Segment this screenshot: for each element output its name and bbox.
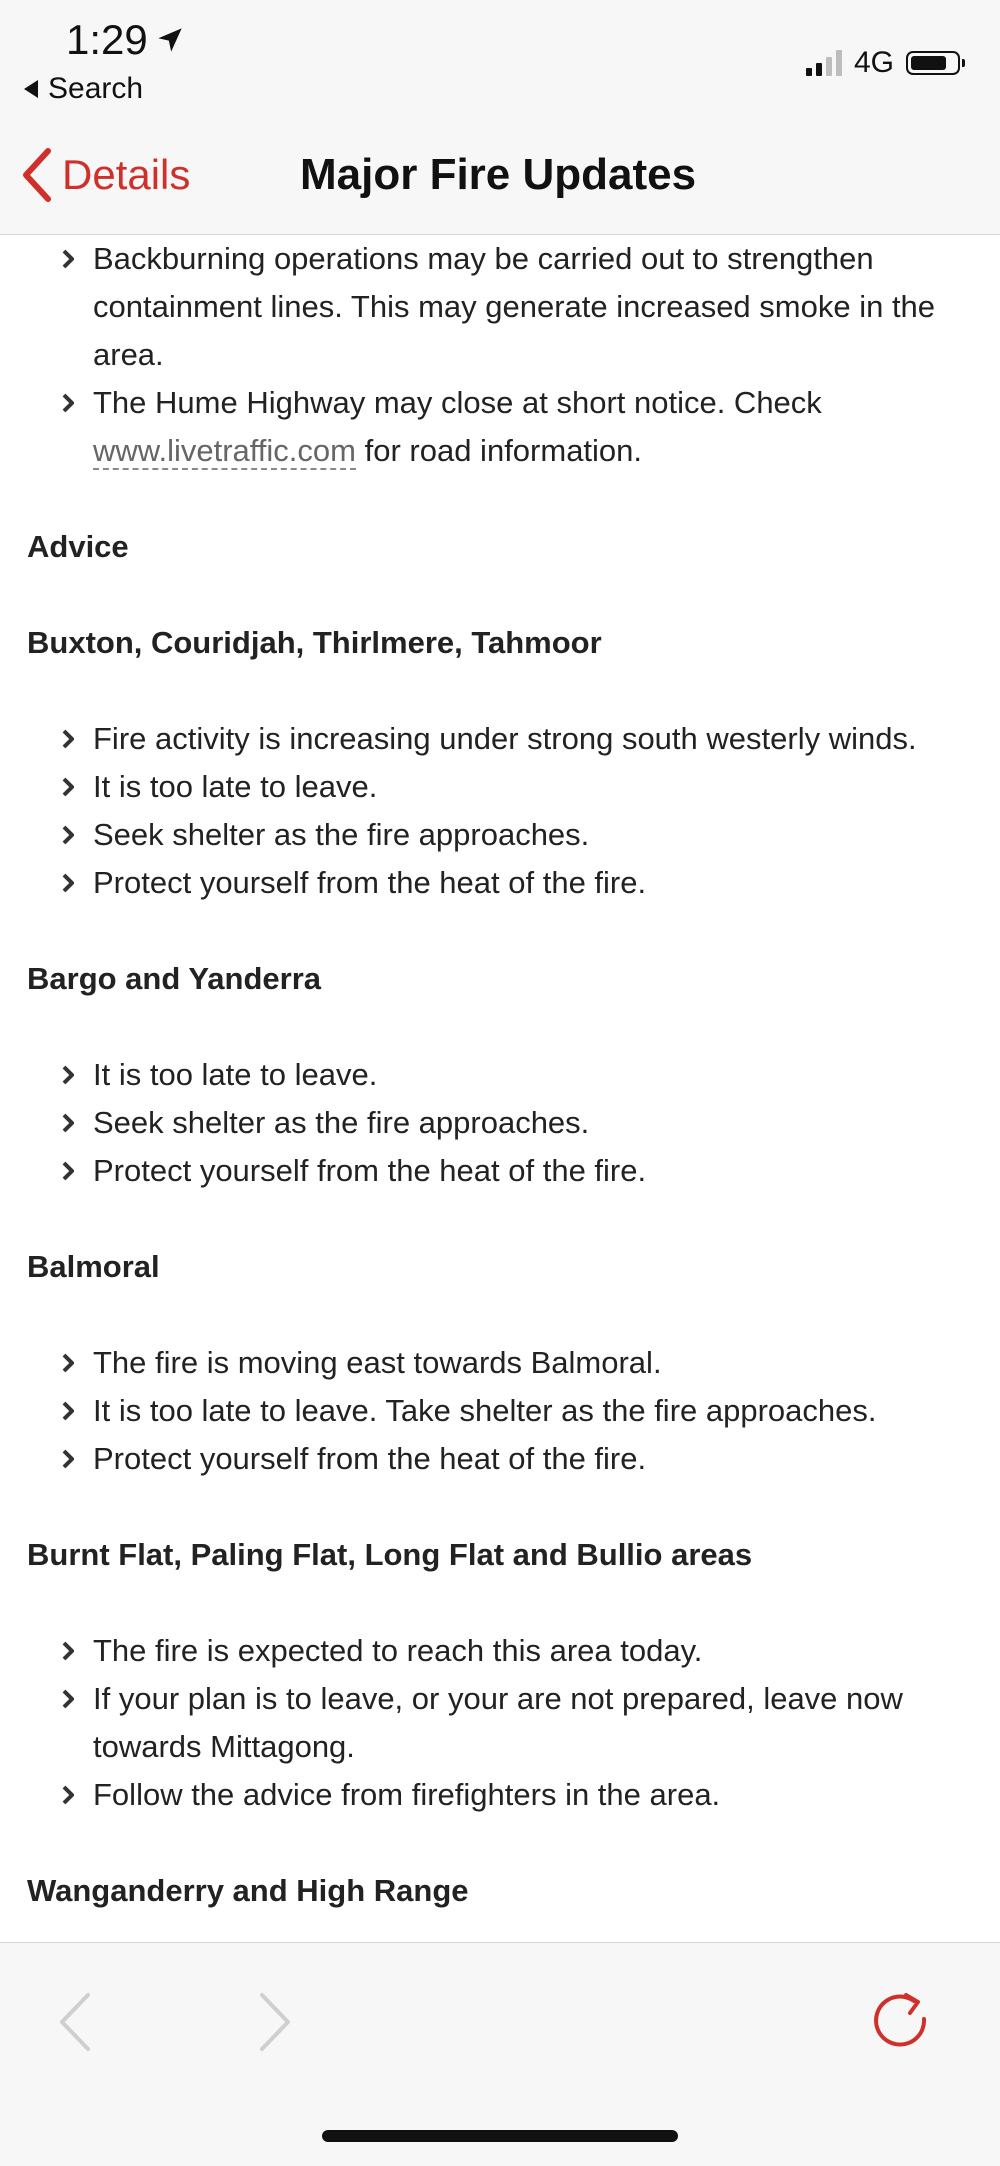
chevron-right-icon <box>62 1353 74 1373</box>
network-type: 4G <box>853 46 894 79</box>
list-item-text: Protect yourself from the heat of the fire. <box>93 1441 647 1476</box>
status-bar <box>0 0 1000 110</box>
section-bullet-list <box>0 715 1000 907</box>
page-content[interactable] <box>0 235 1000 1942</box>
back-triangle-icon <box>24 80 38 98</box>
list-item-text: The fire is moving east towards Balmoral. <box>93 1345 662 1380</box>
list-item <box>0 1675 1000 1771</box>
chevron-right-icon <box>62 1449 74 1469</box>
details-back-label: Details <box>62 151 191 198</box>
section-heading: Wanganderry and High Range <box>27 1873 469 1908</box>
list-item-text: Protect yourself from the heat of the fire. <box>93 1153 647 1188</box>
list-item-text-before: The Hume Highway may close at short notice. Check <box>93 385 822 420</box>
chevron-right-icon <box>62 1065 74 1085</box>
status-indicators <box>806 46 960 80</box>
back-to-search-label: Search <box>48 72 144 105</box>
list-item-text: Fire activity is increasing under strong south westerly winds. <box>93 721 917 756</box>
section-bullet-list <box>0 1339 1000 1483</box>
section-heading: Burnt Flat, Paling Flat, Long Flat and Bullio areas <box>27 1537 753 1572</box>
back-to-search-button[interactable] <box>24 72 143 106</box>
status-time <box>66 16 184 64</box>
list-item-text: Follow the advice from firefighters in the area. <box>93 1777 721 1812</box>
list-item <box>0 1147 1000 1195</box>
chevron-right-icon <box>62 393 74 413</box>
advice-heading: Advice <box>27 529 129 564</box>
battery-icon <box>906 51 960 75</box>
chevron-right-icon <box>62 1641 74 1661</box>
list-item <box>0 763 1000 811</box>
chevron-right-icon[interactable] <box>258 1991 294 2053</box>
list-item <box>0 811 1000 859</box>
chevron-right-icon <box>62 1785 74 1805</box>
list-item-text: It is too late to leave. Take shelter as the fire approaches. <box>93 1393 877 1428</box>
chevron-right-icon <box>62 1161 74 1181</box>
chevron-left-icon[interactable] <box>56 1991 92 2053</box>
list-item-text: Seek shelter as the fire approaches. <box>93 817 590 852</box>
chevron-right-icon <box>62 777 74 797</box>
reload-icon[interactable] <box>870 1989 934 2053</box>
location-arrow-icon <box>156 26 184 54</box>
section-heading: Bargo and Yanderra <box>27 961 322 996</box>
section-bullet-list <box>0 1051 1000 1195</box>
chevron-right-icon <box>62 1401 74 1421</box>
list-item <box>0 1099 1000 1147</box>
list-item-text: Backburning operations may be carried out to strengthen containment lines. This may generate increased smoke in the area. <box>93 241 936 372</box>
list-item-text: It is too late to leave. <box>93 769 378 804</box>
navigation-bar <box>0 110 1000 235</box>
chevron-right-icon <box>62 825 74 845</box>
chevron-right-icon <box>62 1689 74 1709</box>
chevron-right-icon <box>62 249 74 269</box>
section-heading: Buxton, Couridjah, Thirlmere, Tahmoor <box>27 625 602 660</box>
chevron-right-icon <box>62 729 74 749</box>
list-item <box>0 1627 1000 1675</box>
chevron-right-icon <box>62 873 74 893</box>
list-item <box>0 1339 1000 1387</box>
section-heading: Balmoral <box>27 1249 160 1284</box>
list-item-text: Protect yourself from the heat of the fire. <box>93 865 647 900</box>
list-item <box>0 715 1000 763</box>
list-item <box>0 235 1000 379</box>
list-item-text: It is too late to leave. <box>93 1057 378 1092</box>
section-bullet-list <box>0 1627 1000 1819</box>
list-item-text: The fire is expected to reach this area today. <box>93 1633 703 1668</box>
page-title: Major Fire Updates <box>300 150 697 199</box>
chevron-left-icon <box>22 148 52 202</box>
livetraffic-link[interactable]: www.livetraffic.com <box>93 433 356 468</box>
top-bullet-list <box>0 235 1000 475</box>
list-item <box>0 859 1000 907</box>
list-item <box>0 1387 1000 1435</box>
list-item <box>0 1435 1000 1483</box>
list-item <box>0 1051 1000 1099</box>
chevron-right-icon <box>62 1113 74 1133</box>
home-indicator[interactable] <box>322 2130 678 2142</box>
list-item <box>0 1771 1000 1819</box>
details-back-button[interactable] <box>22 148 190 202</box>
status-time-label: 1:29 <box>66 16 148 63</box>
list-item-text: If your plan is to leave, or your are not prepared, leave now towards Mittagong. <box>93 1681 903 1764</box>
cellular-signal-icon <box>806 50 842 76</box>
list-item-text-after: for road information. <box>356 433 643 468</box>
list-item-text: Seek shelter as the fire approaches. <box>93 1105 590 1140</box>
list-item <box>0 379 1000 475</box>
